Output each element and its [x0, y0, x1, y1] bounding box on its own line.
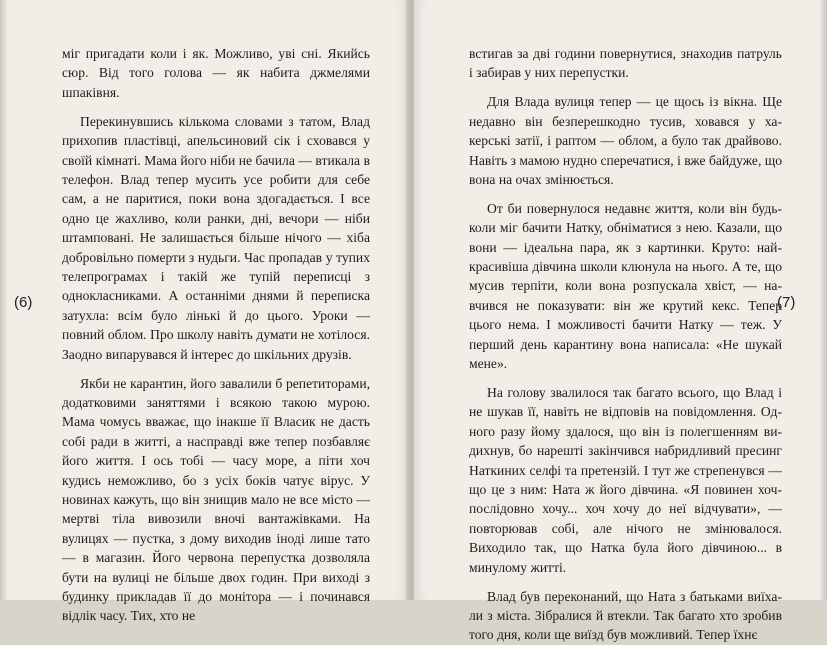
page-number: (6)	[14, 294, 33, 311]
paragraph: Перекинувшись кількома словами з татом, Влад прихопив пластівці, апельсиновий сік і сховався у своїй кімнаті. Мама його ніби не бачила — втикала в телефон. Влад тепер мусить усе робити для себе сам, а не паритися, поки вона здогадається. І все одно це жахливо, коли ранки, дні, вечори — ніби штамповані. Не залишається більше нічого — хіба добровільно померти з нудьги. Час пропадав у тупих телепрограмах і такій же тупій переписці з однокласниками. А останніми днями й переписка затухла: всім було лінькі й до цього. Уроки — повний облом. Про школу навіть думати не хотілося. Заодно випарувався й інтерес до шкільних друзів.	[62, 113, 370, 362]
right-page	[414, 0, 827, 643]
page-edge-shadow	[819, 0, 827, 600]
left-page-text	[62, 44, 370, 626]
paragraph: Якби не карантин, його завалили б репетиторами, додатковими заняттями і всякою такою мурою. Мама чомусь вважає, що інакше її Власик не дасть собі ради в житті, а насправді вже тепер позбавляє його життя. І ось тобі — часу море, а піти хоч кудись неможливо, бо з усіх боків чатує вірус. У новинах кажуть, що він знищив мало не все місто — мертві тіла вивозили вночі вантажівками. На вулицях — пустка, з дому виходив іноді лише тато — в магазин. Його червона перепустка дозволяла бути на вулиці не більше двох годин. При виході з будинку прикладав її до монітора — і починався відлік часу. Тих, хто не	[62, 375, 370, 624]
page-edge-shadow	[0, 0, 8, 600]
paragraph: Для Влада вулиця тепер — це щось із вікна. Ще недавно він безперешкодно тусив, ховався у хакерські затії, і раптом — облом, а було так драйвово. Навіть з мамою нудно сперечатися, і вже байдуже, що вона на очах змінюється.	[469, 94, 783, 187]
page-number: (7)	[777, 294, 796, 311]
paragraph: От би повернулося недавнє життя, коли він будь-коли міг бачити Натку, обніматися з нею. Казали, що вони — ідеальна пара, як з картинки. Круто: найкрасивіша дівчина школи клюнула на нього. А те, що мусив терпіти, коли вона розпускала хвіст, — навчився не показувати: він же крутий кекс. Тепер цього нема. І можливості бачити Натку — теж. У перший день карантину вона написала: «Не шукай мене».	[469, 200, 782, 372]
left-page	[0, 0, 408, 624]
paragraph: Влад був переконаний, що Ната з батьками виїхали з міста. Зібралися й втекли. Так багато хто зробив того дня, коли ще виїзд був можливий. Тепер їхнє	[469, 588, 782, 643]
paragraph: встигав за дві години повернутися, знаходив патруль і забирав у них перепустки.	[469, 46, 782, 81]
paragraph: На голову звалилося так багато всього, що Влад і не шукав її, навіть не відповів на повідомлення. Одного разу йому здалося, що він із полегшенням видихнув, бо нарешті закінчився набридливий пресинг Наткиних селфі та претензій. І тут же стрепенувся — що це з ним: Ната ж його дівчина. «Я повинен хоч послідовно хочу... хоч хочу до неї відчувати», — повторював собі, але нічого не змінювалося. Виходило так, що Натка була його дівчиною... в минулому житті.	[469, 385, 782, 575]
right-page-text	[469, 44, 782, 645]
paragraph: міг пригадати коли і як. Можливо, уві сні. Якийсь сюр. Від того голова — як набита джмелями шпаківня.	[62, 46, 370, 100]
